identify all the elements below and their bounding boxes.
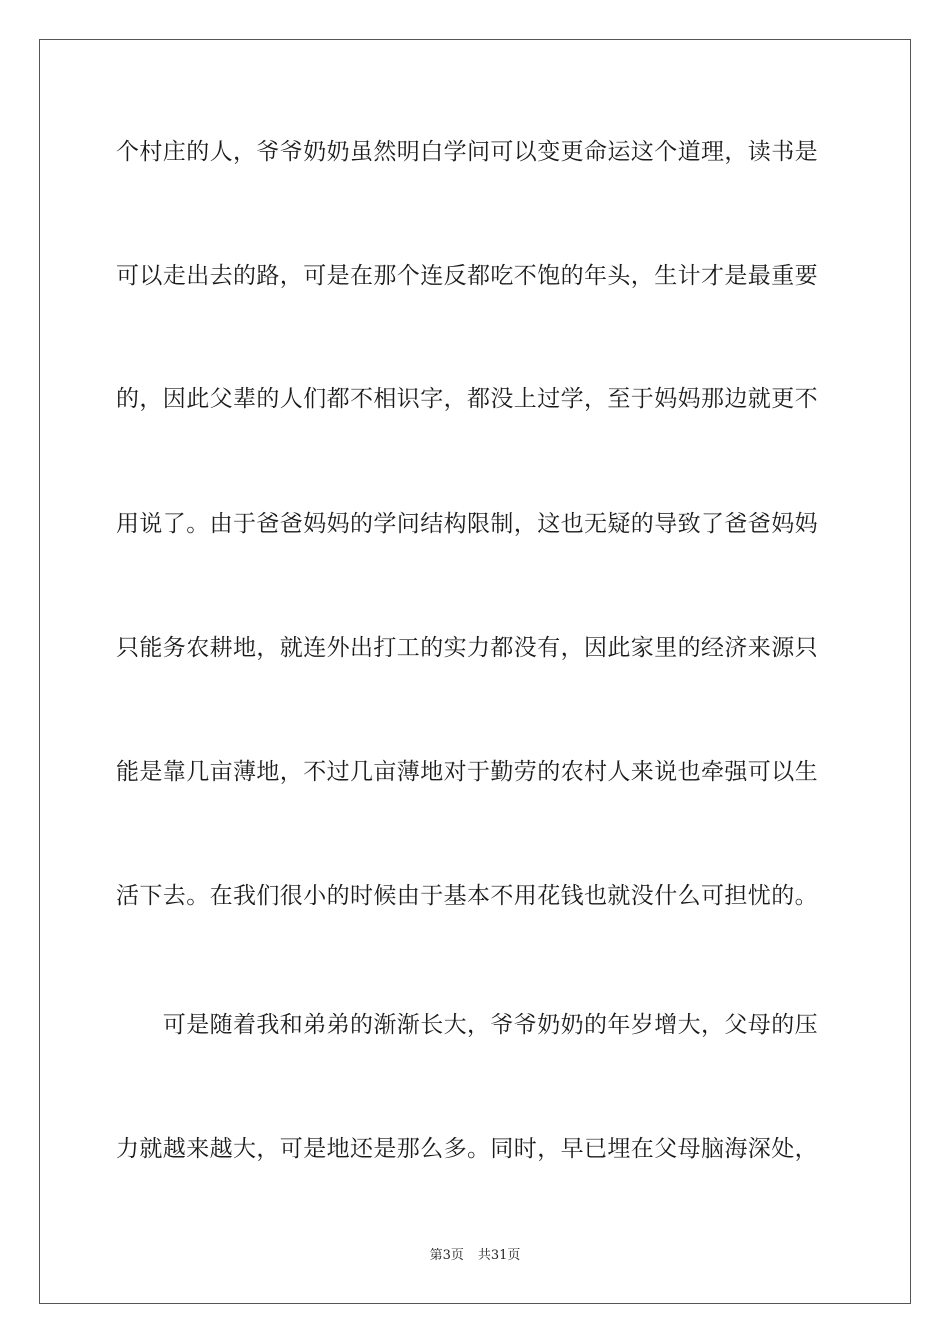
text-line: 力就越来越大，可是地还是那么多。同时，早已埋在父母脑海深处，	[116, 1136, 818, 1162]
text-line: 可以走出去的路，可是在那个连反都吃不饱的年头，生计才是最重要	[116, 263, 818, 289]
page-footer	[0, 1247, 950, 1265]
text-line: 用说了。由于爸爸妈妈的学问结构限制，这也无疑的导致了爸爸妈妈	[116, 511, 818, 537]
text-line: 活下去。在我们很小的时候由于基本不用花钱也就没什么可担忧的。	[116, 883, 818, 909]
text-line: 个村庄的人，爷爷奶奶虽然明白学问可以变更命运这个道理，读书是	[116, 139, 818, 165]
page-total: 共31页	[477, 1248, 521, 1263]
text-line: 能是靠几亩薄地，不过几亩薄地对于勤劳的农村人来说也牵强可以生	[116, 759, 818, 785]
text-line: 只能务农耕地，就连外出打工的实力都没有，因此家里的经济来源只	[116, 635, 818, 661]
page-border	[39, 39, 911, 1304]
text-line: 可是随着我和弟弟的渐渐长大，爷爷奶奶的年岁增大，父母的压	[116, 1012, 818, 1038]
page-number: 第3页	[429, 1248, 464, 1263]
text-line: 的，因此父辈的人们都不相识字，都没上过学，至于妈妈那边就更不	[116, 386, 818, 412]
